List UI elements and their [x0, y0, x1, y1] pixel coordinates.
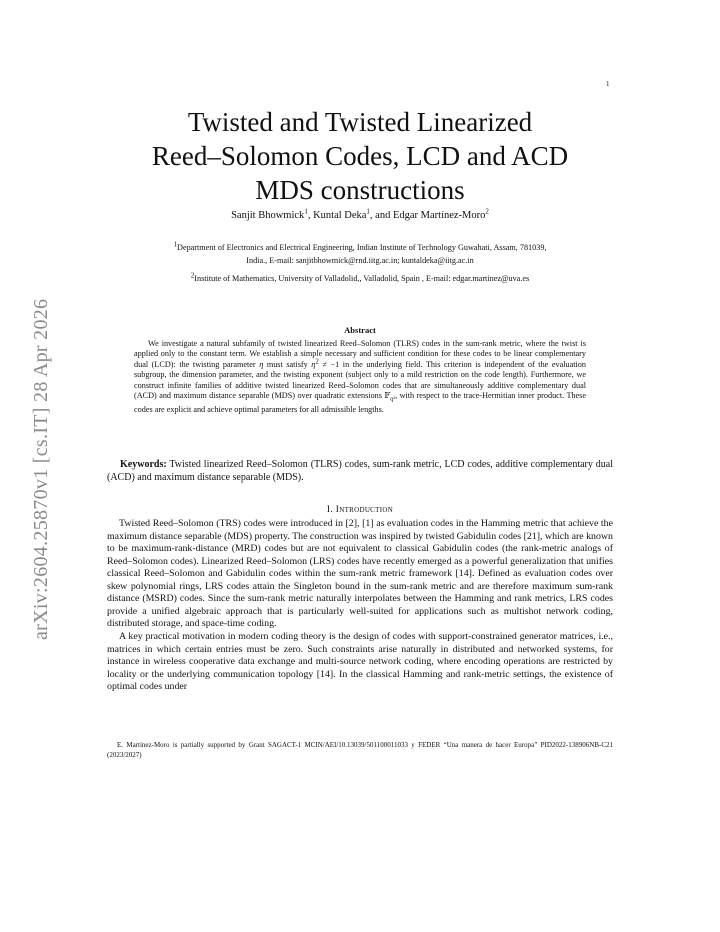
- math-eta: η: [259, 359, 264, 369]
- page-number: 1: [606, 80, 610, 88]
- affiliation-1: [110, 241, 610, 267]
- abstract-heading: Abstract: [344, 325, 376, 335]
- section-heading-introduction: [100, 505, 620, 515]
- keywords-text: Twisted linearized Reed–Solomon (TLRS) codes, sum-rank metric, LCD codes, additive complementary dual (ACD) and maximum distance separable (MDS).: [107, 459, 613, 483]
- affiliation-2: [110, 272, 610, 285]
- author-2: Kuntal Deka: [313, 210, 367, 221]
- section-numeral: I.: [326, 505, 336, 515]
- affiliation-2-mark: 2: [190, 271, 195, 280]
- author-separator: ,: [307, 210, 314, 221]
- math-eta: η: [311, 359, 316, 369]
- abstract-text: We investigate a natural subfamily of twisted linearized Reed–Solomon (TLRS) codes in the sum-rank metric, where the twist is applied only to the constant term. We establish a simple necessary and sufficient condition for these codes to be linear complementary dual (LCD): the twisting parameter: [134, 339, 586, 369]
- keywords: [107, 459, 613, 484]
- affiliation-2-text: Institute of Mathematics, University of Valladolid,, Valladolid, Spain , E-mail: edgar.martinez@uva.es: [194, 274, 530, 283]
- paper-title: [100, 105, 620, 207]
- author-2-affiliation-mark: 1: [366, 207, 370, 216]
- author-separator: , and: [369, 210, 393, 221]
- paragraph-1: Twisted Reed–Solomon (TRS) codes were introduced in [2], [1] as evaluation codes in the Hamming metric that achieve the maximum distance separable (MDS) property. The construction was inspired by twisted Gabidulin codes [21], which are known to be maximum-rank-distance (MRD) codes but are not equivalent to classical Gabidulin codes (the rank-metric analogs of Reed–Solomon codes). Linearized Reed–Solomon (LRS) codes have recently emerged as a powerful generalization that unifies classical Reed–Solomon and Gabidulin codes within the sum-rank metric framework [14]. Defined as evaluation codes over skew polynomial rings, LRS codes attain the Singleton bound in the sum-rank metric and are therefore maximum sum-rank distance (MSRD) codes. Since the sum-rank metric naturally interpolates between the Hamming and rank metrics, LRS codes provide a unified algebraic approach that is particularly well-suited for applications such as multishot network coding, distributed storage, and space-time coding.: [107, 518, 613, 629]
- author-list: [100, 207, 620, 221]
- paragraph-2: A key practical motivation in modern coding theory is the design of codes with support-constrained generator matrices, i.e., matrices in which certain entries must be zero. Such constraints arise naturally in distributed and networked systems, for instance in wireless cooperative data exchange and multi-source network coding, where encoding operations are restricted by locality or the underlying communication topology [14]. In the classical Hamming and rank-metric settings, the existence of optimal codes under: [107, 631, 613, 692]
- title-line-3: MDS constructions: [255, 175, 465, 205]
- affiliation-1-mark: 1: [173, 240, 178, 249]
- math-field-subscript: q²: [390, 396, 396, 403]
- keywords-label: Keywords:: [120, 459, 167, 470]
- affiliation-1-line-2: India., E-mail: sanjitbhowmick@rnd.iitg.ac.in; kuntaldeka@iitg.ac.in: [246, 256, 474, 265]
- math-field-symbol: 𝔽: [384, 391, 391, 401]
- abstract-text: ≠ −1 in the underlying field. This criterion is independent of the evaluation subgroup, the dimension parameter, and the twisting exponent (subject only to a mild restriction on the code length). Furthermore, we construct infinite families of additive twisted linearized Reed–Solomon codes that are simultaneously additive complementary dual (ACD) and maximum distance separable (MDS) over quadratic extensions: [134, 359, 586, 401]
- abstract-text: must satisfy: [263, 359, 312, 369]
- section-title: Introduction: [335, 505, 394, 515]
- arxiv-identifier: arXiv:2604.25870v1 [cs.IT] 28 Apr 2026: [30, 298, 52, 640]
- author-1-affiliation-mark: 1: [304, 207, 308, 216]
- abstract-body: [134, 339, 586, 415]
- author-1: Sanjit Bhowmick: [231, 210, 305, 221]
- title-line-2: Reed–Solomon Codes, LCD and ACD: [151, 141, 569, 171]
- abstract-text: , with respect to the trace-Hermitian inner product. These codes are explicit and achieve optimal parameters for all admissible lengths.: [134, 391, 587, 415]
- title-line-1: Twisted and Twisted Linearized: [187, 107, 533, 137]
- footnote: E. Martínez-Moro is partially supported by Grant SAGACT-1 MCIN/AEI/10.13039/501100011033 y FEDER “Una manera de hacer Europa” PID2022-138906NB-C21 (2023/2027): [107, 741, 613, 759]
- author-3: Edgar Martínez-Moro: [392, 210, 486, 221]
- math-exponent: 2: [315, 357, 319, 366]
- affiliation-1-line-1: Department of Electronics and Electrical Engineering, Indian Institute of Technology Guwahati, Assam, 781039,: [177, 243, 547, 252]
- author-3-affiliation-mark: 2: [485, 207, 489, 216]
